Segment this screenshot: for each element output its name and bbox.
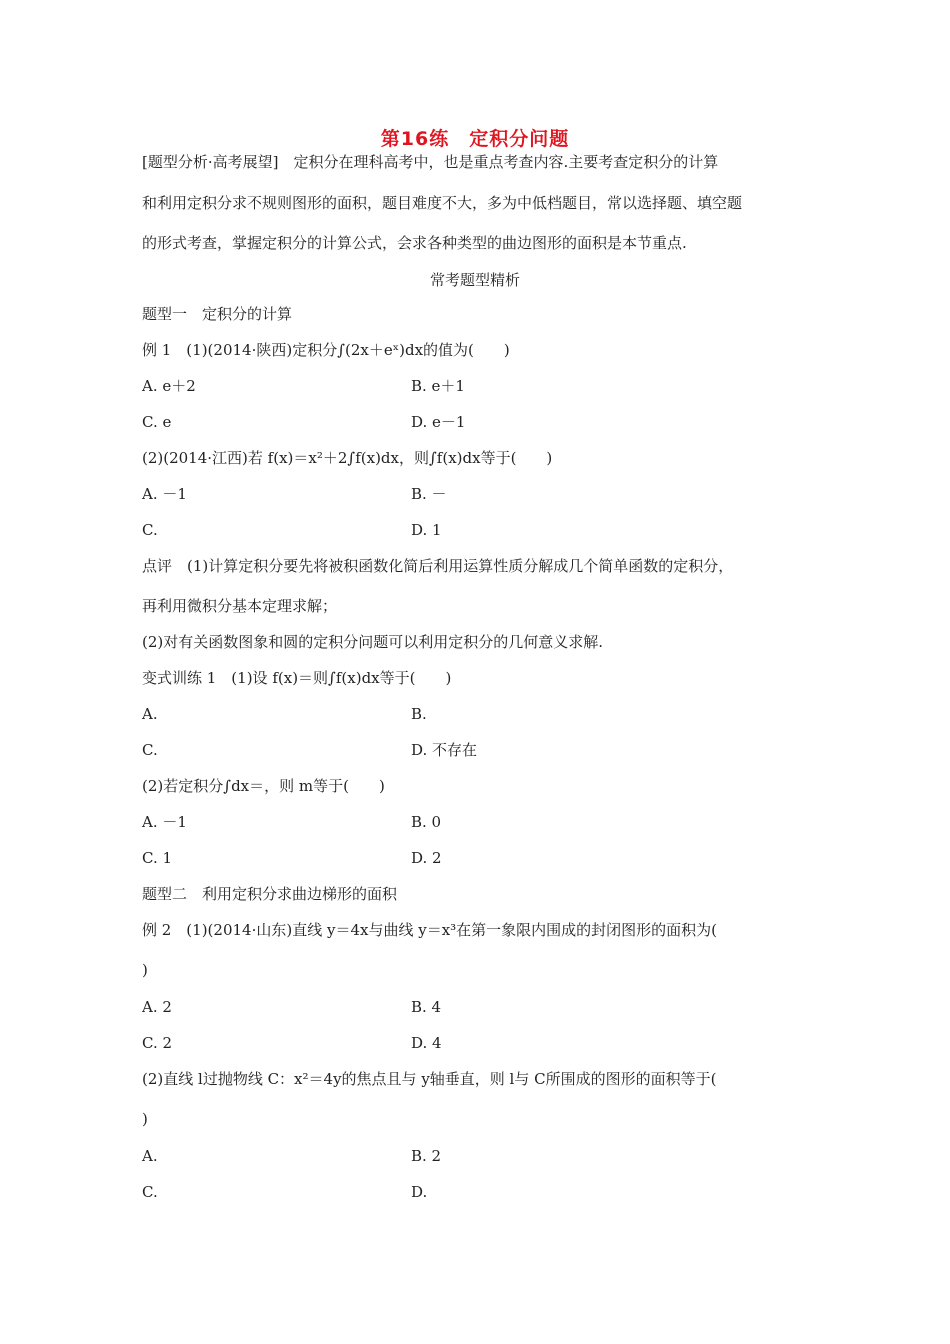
intro-line-3: 的形式考查，掌握定积分的计算公式，会求各种类型的曲边图形的面积是本节重点. <box>142 234 687 252</box>
page-title: 第16练 定积分问题 <box>380 128 570 150</box>
section-heading: 常考题型精析 <box>429 271 520 289</box>
option-d: D. 不存在 <box>411 741 478 759</box>
option-c: C. 1 <box>142 849 173 867</box>
option-b: B. <box>411 705 427 723</box>
comment-line-3: (2)对有关函数图象和圆的定积分问题可以利用定积分的几何意义求解. <box>142 633 604 651</box>
option-a: A. －1 <box>142 813 187 831</box>
option-a: A. 2 <box>142 998 172 1016</box>
option-c: C. <box>142 741 158 759</box>
option-b: B. 4 <box>411 998 442 1016</box>
option-c: C. <box>142 521 158 539</box>
option-d: D. 4 <box>411 1034 442 1052</box>
example2-question1-line2: ) <box>142 961 148 979</box>
example2-question1-line1: 例 2 (1)(2014·山东)直线 y＝4x与曲线 y＝x³在第一象限内围成的封闭图形的面积为( <box>142 921 718 939</box>
option-d: D. e－1 <box>411 413 466 431</box>
option-a: A. －1 <box>142 485 187 503</box>
option-c: C. e <box>142 413 172 431</box>
variant1-question2: (2)若定积分∫dx＝，则 m等于( ) <box>142 777 385 795</box>
comment-line-1: 点评 (1)计算定积分要先将被积函数化简后利用运算性质分解成几个简单函数的定积分， <box>142 557 734 575</box>
option-a: A. <box>142 1147 158 1165</box>
option-c: C. <box>142 1183 158 1201</box>
option-b: B. 2 <box>411 1147 442 1165</box>
option-a: A. <box>142 705 158 723</box>
option-c: C. 2 <box>142 1034 173 1052</box>
intro-line-2: 和利用定积分求不规则图形的面积，题目难度不大，多为中低档题目，常以选择题、填空题 <box>142 194 743 212</box>
example1-question2: (2)(2014·江西)若 f(x)＝x²＋2∫f(x)dx，则∫f(x)dx等于( ) <box>142 449 553 467</box>
option-b: B. － <box>411 485 447 503</box>
type1-heading: 题型一 定积分的计算 <box>142 305 293 323</box>
type2-heading: 题型二 利用定积分求曲边梯形的面积 <box>142 885 398 903</box>
example2-question2-line2: ) <box>142 1110 148 1128</box>
example1-question1: 例 1 (1)(2014·陕西)定积分∫(2x＋eˣ)dx的值为( ) <box>142 341 510 359</box>
option-b: B. 0 <box>411 813 442 831</box>
example2-question2-line1: (2)直线 l过抛物线 C：x²＝4y的焦点且与 y轴垂直，则 l与 C所围成的图形的面积等于( <box>142 1070 717 1088</box>
variant1-question1: 变式训练 1 (1)设 f(x)＝则∫f(x)dx等于( ) <box>142 669 452 687</box>
option-b: B. e＋1 <box>411 377 465 395</box>
option-d: D. 1 <box>411 521 442 539</box>
comment-line-2: 再利用微积分基本定理求解； <box>142 597 338 615</box>
option-d: D. 2 <box>411 849 442 867</box>
intro-line-1: [题型分析·高考展望] 定积分在理科高考中，也是重点考查内容.主要考查定积分的计算 <box>142 153 719 171</box>
option-d: D. <box>411 1183 428 1201</box>
option-a: A. e＋2 <box>142 377 196 395</box>
